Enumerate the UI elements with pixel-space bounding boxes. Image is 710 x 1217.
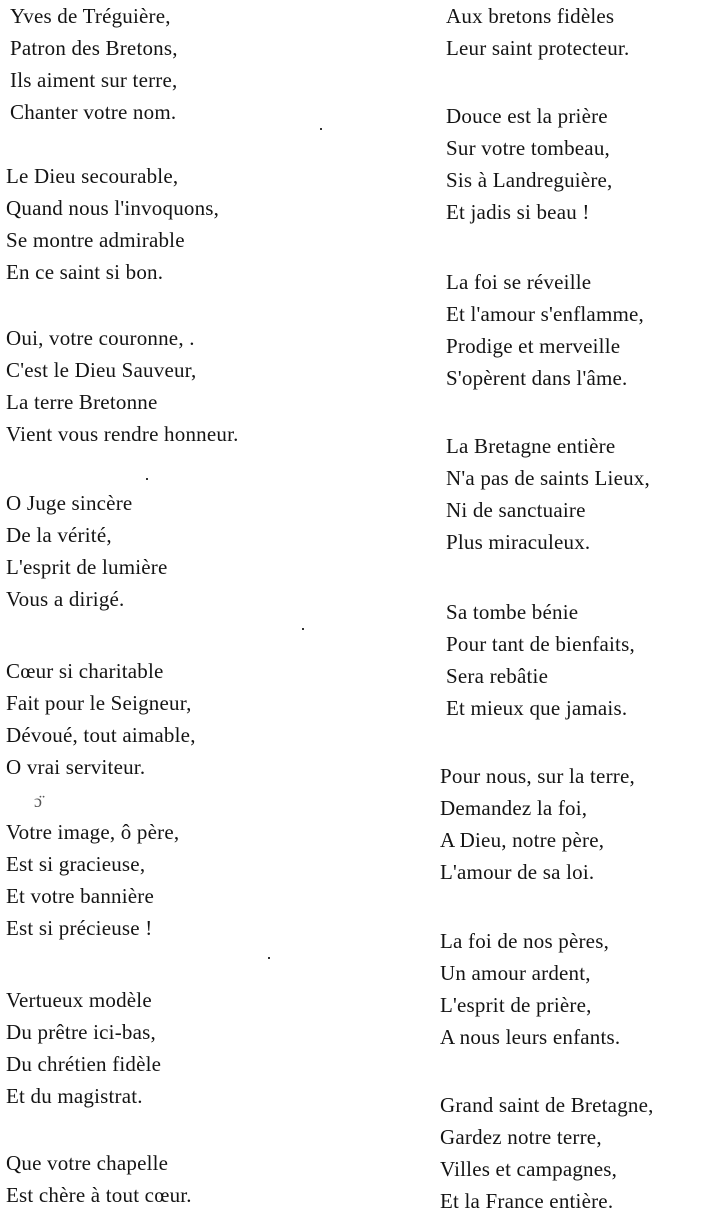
verse-line: Et l'amour s'enflamme, (446, 302, 644, 326)
right-stanza-8 (440, 1089, 654, 1217)
verse-line: Et votre bannière (6, 884, 155, 908)
verse-line: Fait pour le Seigneur, (6, 691, 192, 715)
verse-line: Le Dieu secourable, (6, 164, 179, 188)
right-stanza-5 (446, 596, 635, 724)
verse-line: Vertueux modèle (6, 988, 152, 1012)
verse-line: Sa tombe bénie (446, 600, 579, 624)
verse-line: Et jadis si beau ! (446, 200, 590, 224)
verse-line: S'opèrent dans l'âme. (446, 366, 628, 390)
verse-line: Patron des Bretons, (10, 36, 178, 60)
verse-line: Ni de sanctuaire (446, 498, 586, 522)
verse-line: Yves de Tréguière, (10, 4, 171, 28)
verse-line: Sis à Landreguière, (446, 168, 613, 192)
verse-line: Et du magistrat. (6, 1084, 143, 1108)
verse-line: Quand nous l'invoquons, (6, 196, 220, 220)
verse-line: Aux bretons fidèles (446, 4, 615, 28)
left-stanza-7 (6, 984, 161, 1112)
verse-line: Du chrétien fidèle (6, 1052, 162, 1076)
verse-line: Vient vous rendre honneur. (6, 422, 239, 446)
verse-line: La foi de nos pères, (440, 929, 610, 953)
left-stanza-4 (6, 487, 168, 615)
verse-line: Oui, votre couronne, . (6, 326, 195, 350)
verse-line: N'a pas de saints Lieux, (446, 466, 650, 490)
verse-line: Et la France entière. (440, 1189, 614, 1213)
verse-line: La foi se réveille (446, 270, 592, 294)
verse-line: Pour tant de bienfaits, (446, 632, 635, 656)
print-speck (302, 628, 304, 630)
right-stanza-6 (440, 760, 635, 888)
verse-line: Un amour ardent, (440, 961, 591, 985)
verse-line: Demandez la foi, (440, 796, 588, 820)
verse-line: Chanter votre nom. (10, 100, 177, 124)
verse-line: Prodige et merveille (446, 334, 621, 358)
verse-line: Est si précieuse ! (6, 916, 153, 940)
verse-line: Leur saint protecteur. (446, 36, 630, 60)
verse-line: Pour nous, sur la terre, (440, 764, 635, 788)
verse-line: Sera rebâtie (446, 664, 549, 688)
left-stanza-3 (6, 322, 239, 450)
verse-line: Douce est la prière (446, 104, 608, 128)
verse-line: Gardez notre terre, (440, 1125, 602, 1149)
left-stanza-8 (6, 1147, 192, 1211)
verse-line: A nous leurs enfants. (440, 1025, 621, 1049)
left-stanza-5 (6, 655, 196, 783)
print-speck (320, 128, 322, 130)
verse-line: L'esprit de lumière (6, 555, 168, 579)
verse-line: O Juge sincère (6, 491, 133, 515)
left-stanza-6 (6, 816, 179, 944)
verse-line: La terre Bretonne (6, 390, 158, 414)
right-stanza-4 (446, 430, 650, 558)
verse-line: Se montre admirable (6, 228, 185, 252)
right-stanza-7 (440, 925, 620, 1053)
ornament-glyph: ɔ̈ (34, 791, 43, 811)
verse-line: Est si gracieuse, (6, 852, 146, 876)
verse-line: En ce saint si bon. (6, 260, 164, 284)
right-stanza-2 (446, 100, 613, 228)
print-speck (146, 478, 148, 480)
verse-line: Ils aiment sur terre, (10, 68, 178, 92)
verse-line: Dévoué, tout aimable, (6, 723, 196, 747)
verse-line: Cœur si charitable (6, 659, 164, 683)
verse-line: Et mieux que jamais. (446, 696, 628, 720)
verse-line: La Bretagne entière (446, 434, 616, 458)
verse-line: De la vérité, (6, 523, 112, 547)
verse-line: C'est le Dieu Sauveur, (6, 358, 197, 382)
verse-line: L'amour de sa loi. (440, 860, 595, 884)
verse-line: L'esprit de prière, (440, 993, 592, 1017)
verse-line: Sur votre tombeau, (446, 136, 610, 160)
verse-line: Plus miraculeux. (446, 530, 591, 554)
verse-line: Du prêtre ici-bas, (6, 1020, 156, 1044)
print-speck (268, 957, 270, 959)
verse-line: Que votre chapelle (6, 1151, 169, 1175)
verse-line: Est chère à tout cœur. (6, 1183, 192, 1207)
right-stanza-1 (446, 0, 629, 64)
verse-line: A Dieu, notre père, (440, 828, 605, 852)
verse-line: Grand saint de Bretagne, (440, 1093, 654, 1117)
verse-line: O vrai serviteur. (6, 755, 146, 779)
right-stanza-3 (446, 266, 644, 394)
left-stanza-2 (6, 160, 219, 288)
verse-line: Votre image, ô père, (6, 820, 180, 844)
verse-line: Villes et campagnes, (440, 1157, 618, 1181)
verse-line: Vous a dirigé. (6, 587, 125, 611)
left-stanza-1 (10, 0, 178, 128)
